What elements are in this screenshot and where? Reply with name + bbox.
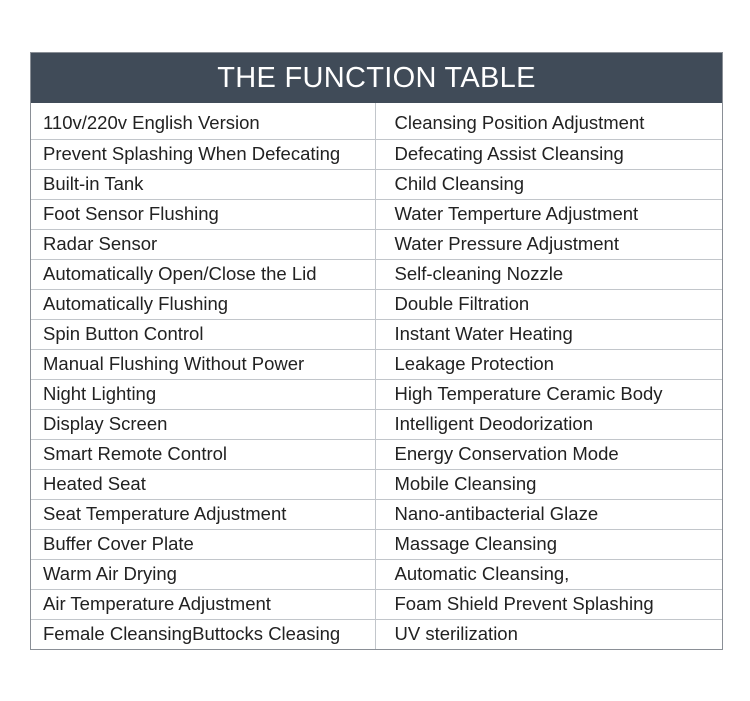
table-title: THE FUNCTION TABLE (31, 53, 722, 103)
table-row (31, 379, 722, 409)
function-cell-right: Water Pressure Adjustment (375, 229, 722, 259)
function-cell-left: Buffer Cover Plate (31, 529, 375, 559)
table-body (31, 103, 722, 649)
function-cell-left: Display Screen (31, 409, 375, 439)
function-cell-right: Mobile Cleansing (375, 469, 722, 499)
table-row (31, 229, 722, 259)
function-table (30, 52, 723, 650)
function-cell-left: Female CleansingButtocks Cleasing (31, 619, 375, 649)
function-cell-left: Prevent Splashing When Defecating (31, 139, 375, 169)
function-cell-left: Air Temperature Adjustment (31, 589, 375, 619)
function-cell-right: Double Filtration (375, 289, 722, 319)
function-cell-right: Automatic Cleansing, (375, 559, 722, 589)
function-cell-left: Heated Seat (31, 469, 375, 499)
table-row (31, 349, 722, 379)
table-row (31, 289, 722, 319)
function-cell-right: Defecating Assist Cleansing (375, 139, 722, 169)
function-cell-left: Automatically Open/Close the Lid (31, 259, 375, 289)
table-row (31, 469, 722, 499)
table-row (31, 499, 722, 529)
table-row (31, 103, 722, 139)
function-cell-left: Night Lighting (31, 379, 375, 409)
function-cell-left: 110v/220v English Version (31, 103, 375, 139)
table-row (31, 139, 722, 169)
table-row (31, 589, 722, 619)
table-row (31, 259, 722, 289)
function-cell-left: Built-in Tank (31, 169, 375, 199)
function-cell-left: Manual Flushing Without Power (31, 349, 375, 379)
function-cell-right: Self-cleaning Nozzle (375, 259, 722, 289)
function-cell-left: Warm Air Drying (31, 559, 375, 589)
table-row (31, 529, 722, 559)
table-row (31, 439, 722, 469)
table-row (31, 559, 722, 589)
table-row (31, 199, 722, 229)
function-cell-right: Water Temperture Adjustment (375, 199, 722, 229)
table-row (31, 409, 722, 439)
table-row (31, 319, 722, 349)
function-cell-right: Energy Conservation Mode (375, 439, 722, 469)
function-cell-right: UV sterilization (375, 619, 722, 649)
function-cell-right: High Temperature Ceramic Body (375, 379, 722, 409)
table-row (31, 619, 722, 649)
function-grid (31, 103, 722, 649)
function-cell-right: Nano-antibacterial Glaze (375, 499, 722, 529)
function-cell-right: Foam Shield Prevent Splashing (375, 589, 722, 619)
function-cell-left: Foot Sensor Flushing (31, 199, 375, 229)
function-cell-right: Massage Cleansing (375, 529, 722, 559)
table-row (31, 169, 722, 199)
function-cell-right: Leakage Protection (375, 349, 722, 379)
function-cell-left: Seat Temperature Adjustment (31, 499, 375, 529)
function-cell-left: Smart Remote Control (31, 439, 375, 469)
function-cell-left: Spin Button Control (31, 319, 375, 349)
function-cell-right: Cleansing Position Adjustment (394, 111, 645, 133)
function-cell-right: Instant Water Heating (375, 319, 722, 349)
function-cell-left: Radar Sensor (31, 229, 375, 259)
function-cell-left: Automatically Flushing (31, 289, 375, 319)
function-cell-right: Child Cleansing (375, 169, 722, 199)
function-cell-right: Intelligent Deodorization (375, 409, 722, 439)
